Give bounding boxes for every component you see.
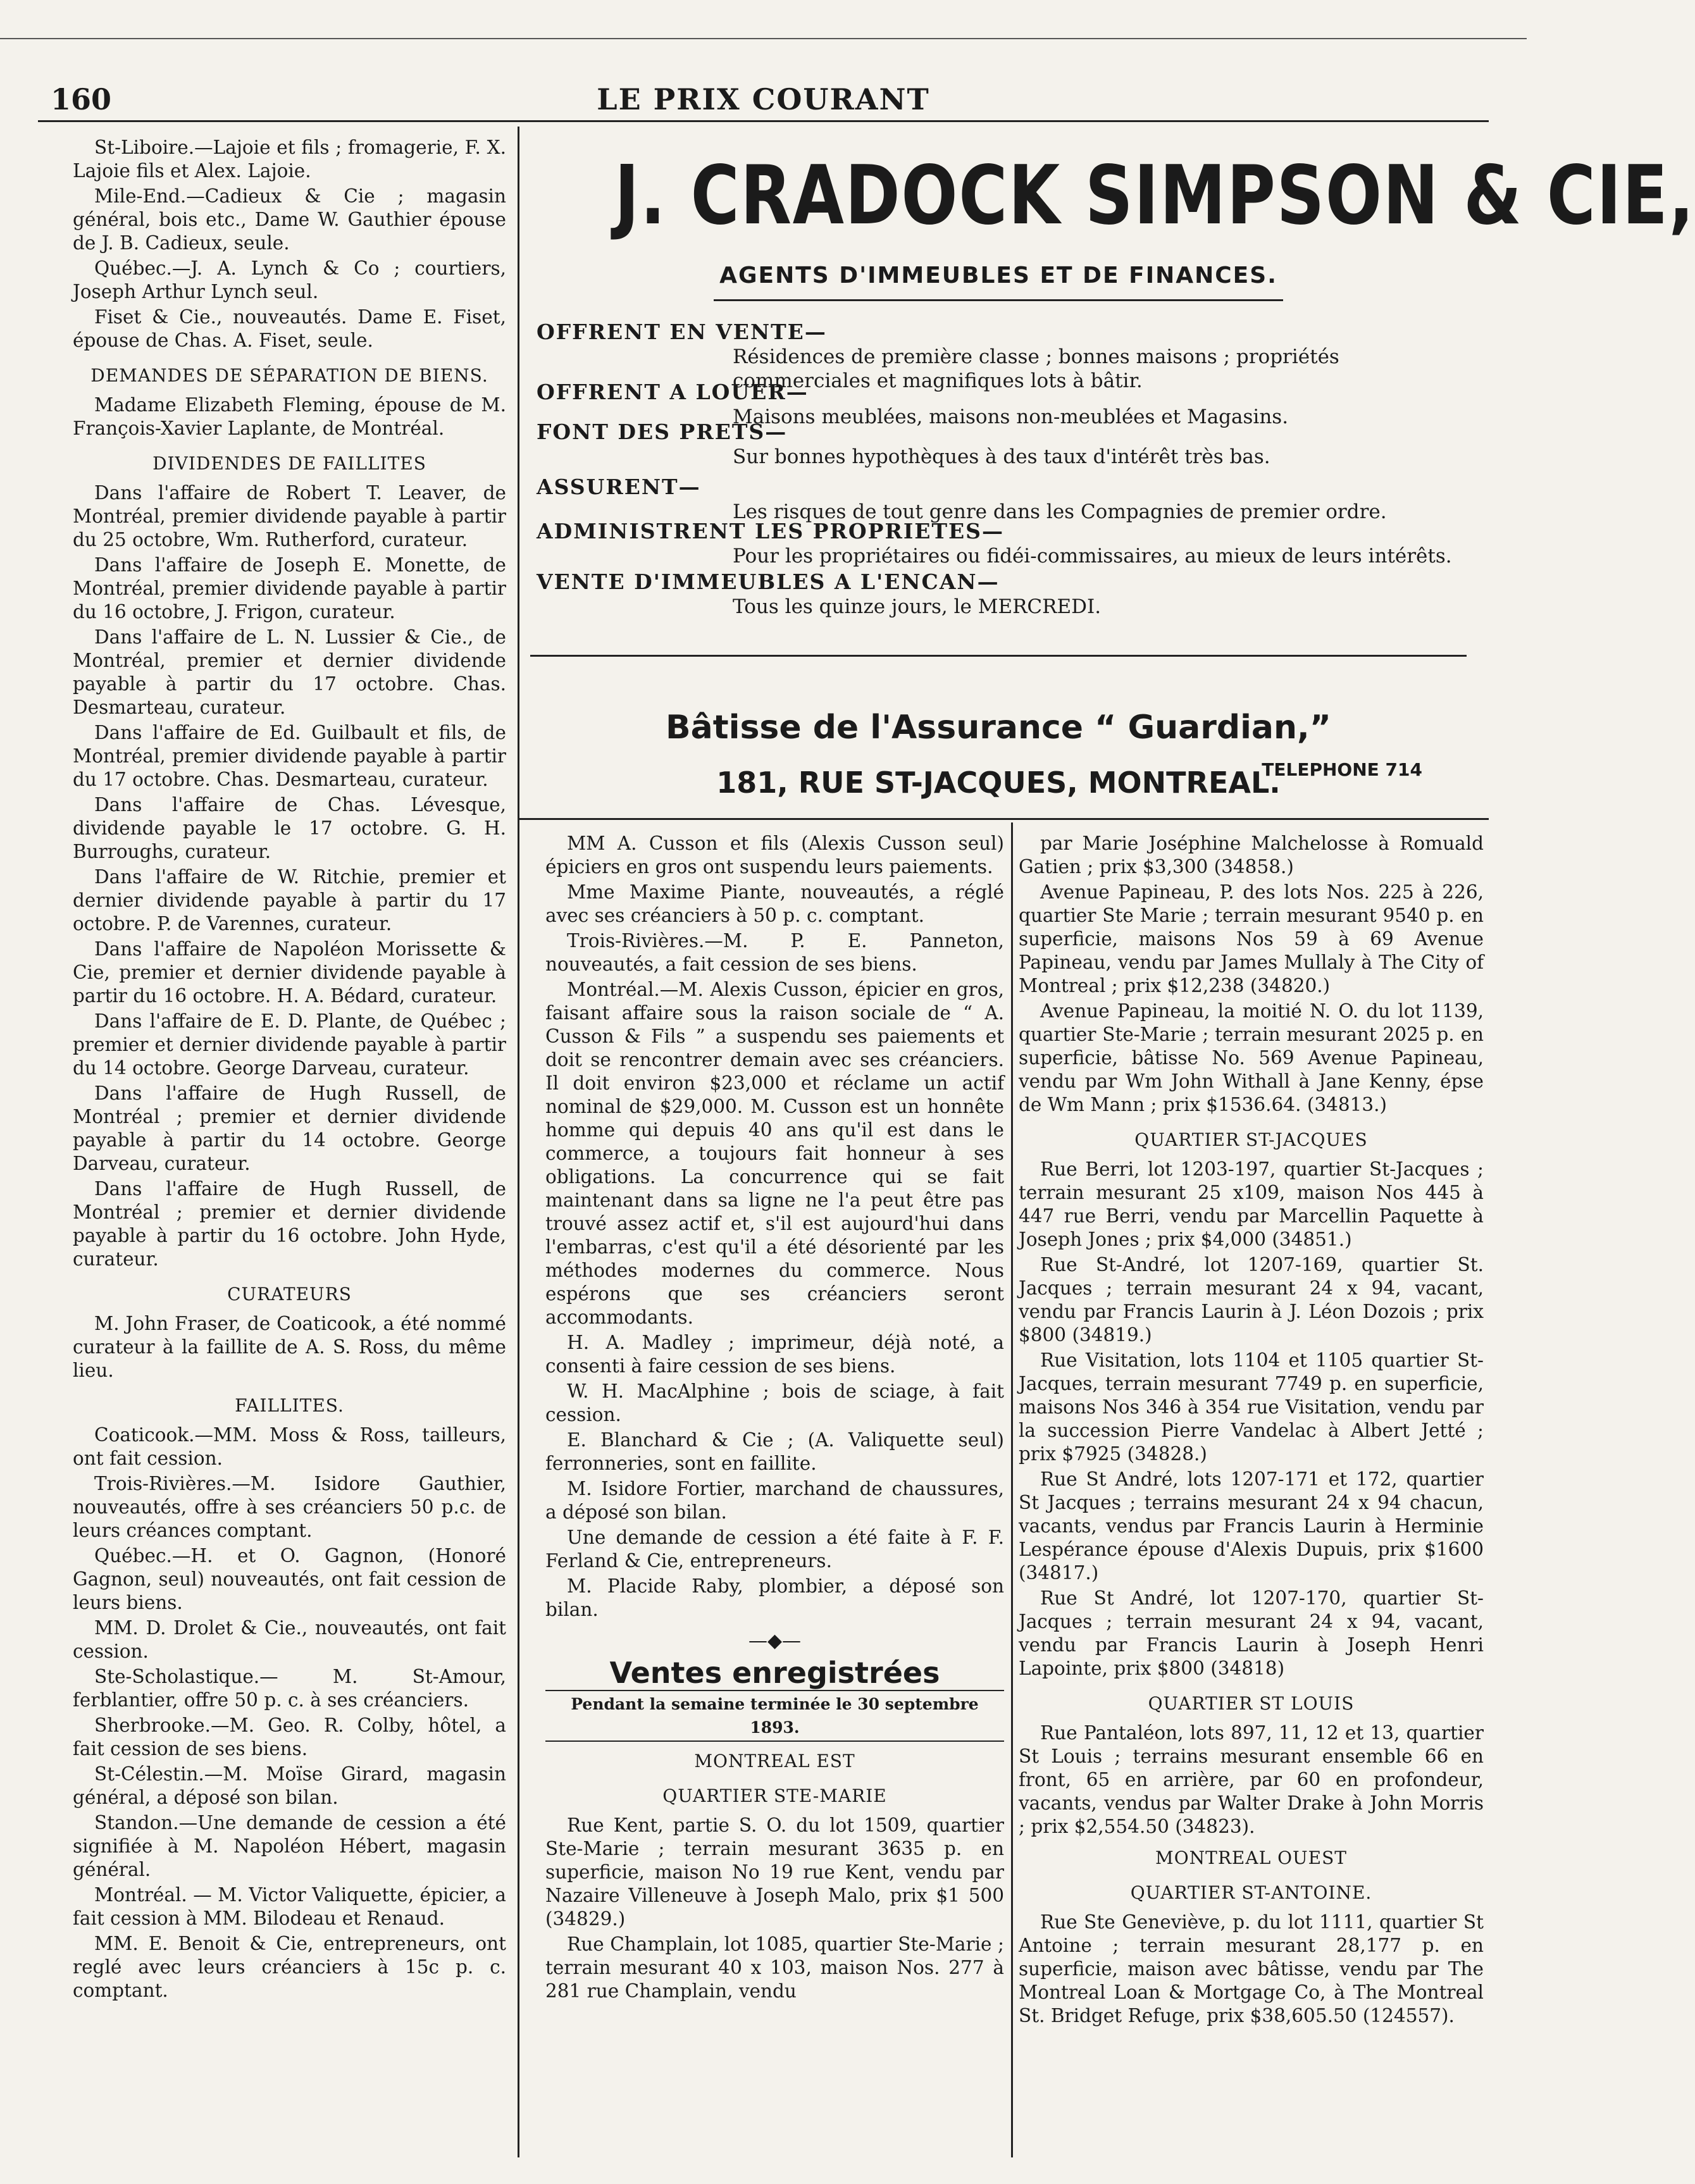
firm-address: 181, RUE ST-JACQUES, MONTREAL.	[716, 766, 1281, 800]
paragraph: Dans l'affaire de Ed. Guilbault et fils, de Montréal, premier dividende payable à partir du 17 octobre. Chas. Desmarteau, curateur.	[73, 722, 506, 790]
paragraph: Dans l'affaire de Robert T. Leaver, de Montréal, premier dividende payable à partir du 25 octobre, Wm. Rutherford, curateur.	[73, 482, 506, 550]
paragraph: Dans l'affaire de Hugh Russell, de Montréal ; premier et dernier dividende payable à partir du 16 octobre. John Hyde, curateur.	[73, 1178, 506, 1270]
paragraph: Mile-End.—Cadieux & Cie ; magasin général, bois etc., Dame W. Gauthier épouse de J. B. Cadieux, seule.	[73, 185, 506, 254]
paragraph: M. Isidore Fortier, marchand de chaussures, a déposé son bilan.	[545, 1478, 1004, 1523]
section-heading: FAILLITES.	[235, 1395, 344, 1416]
ad-service-line	[530, 519, 1467, 568]
ad-service-label: VENTE D'IMMEUBLES A L'ENCAN—	[537, 569, 1000, 594]
ad-service-description: Résidences de première classe ; bonnes maisons ; propriétés commerciales et magnifiques lots à bâtir.	[733, 345, 1339, 392]
paragraph: M. John Fraser, de Coaticook, a été nommé curateur à la faillite de A. S. Ross, du même lieu.	[73, 1313, 506, 1381]
paragraph: Rue Pantaléon, lots 897, 11, 12 et 13, quartier St Louis ; terrains mesurant ensemble 66 en front, 65 en arrière, par 60 en profondeur, vacants, vendus par Walter Drake à John Morris ; prix $2,554.50 (34823).	[1019, 1722, 1484, 1837]
section-heading: QUARTIER ST-JACQUES	[1134, 1129, 1368, 1150]
ad-service-line	[530, 475, 1467, 523]
paragraph: Mme Maxime Piante, nouveautés, a réglé avec ses créanciers à 50 p. c. comptant.	[545, 881, 1004, 926]
paragraph: Dans l'affaire de Napoléon Morissette & Cie, premier et dernier dividende payable à partir du 16 octobre. H. A. Bédard, curateur.	[73, 938, 506, 1007]
ad-subtitle-rule	[714, 299, 1283, 301]
ad-service-label: OFFRENT EN VENTE—	[537, 320, 827, 344]
paragraph: MM. E. Benoit & Cie, entrepreneurs, ont reglé avec leurs créanciers à 15c p. c. comptant.	[73, 1933, 506, 2001]
paragraph: Sherbrooke.—M. Geo. R. Colby, hôtel, a fait cession de ses biens.	[73, 1715, 506, 1759]
paragraph: Dans l'affaire de Hugh Russell, de Montréal ; premier et dernier dividende payable à partir du 14 octobre. George Darveau, curateur.	[73, 1083, 506, 1174]
paragraph: W. H. MacAlphine ; bois de sciage, à fait cession.	[545, 1381, 1004, 1425]
paragraph: M. Placide Raby, plombier, a déposé son bilan.	[545, 1575, 1004, 1620]
paragraph: St-Liboire.—Lajoie et fils ; fromagerie, F. X. Lajoie fils et Alex. Lajoie.	[73, 137, 506, 182]
paragraph: Fiset & Cie., nouveautés. Dame E. Fiset, épouse de Chas. A. Fiset, seule.	[73, 306, 506, 351]
paragraph: Québec.—H. et O. Gagnon, (Honoré Gagnon, seul) nouveautés, ont fait cession de leurs biens.	[73, 1545, 506, 1613]
ad-bottom-rule	[519, 818, 1489, 820]
paragraph: Dans l'affaire de E. D. Plante, de Québec ; premier et dernier dividende payable à partir du 14 octobre. George Darveau, curateur.	[73, 1010, 506, 1079]
header-rule	[38, 120, 1489, 122]
advertisement-cradock-simpson	[530, 130, 1695, 816]
paragraph: Ste-Scholastique.— M. St-Amour, ferblantier, offre 50 p. c. à ses créanciers.	[73, 1666, 506, 1711]
paragraph: Montréal. — M. Victor Valiquette, épicier, a fait cession à MM. Bilodeau et Renaud.	[73, 1884, 506, 1929]
paragraph: E. Blanchard & Cie ; (A. Valiquette seul) ferronneries, sont en faillite.	[545, 1429, 1004, 1474]
middle-column	[545, 832, 1004, 2005]
publication-title: LE PRIX COURANT	[597, 82, 930, 116]
paragraph: H. A. Madley ; imprimeur, déjà noté, a consenti à faire cession de ses biens.	[545, 1332, 1004, 1377]
section-heading: QUARTIER ST LOUIS	[1148, 1693, 1355, 1714]
region-heading: MONTREAL OUEST	[1155, 1847, 1347, 1868]
running-header	[44, 76, 1482, 120]
ad-service-line	[530, 419, 1467, 468]
paragraph: Dans l'affaire de W. Ritchie, premier et dernier dividende payable à partir du 17 octobre. P. de Varennes, curateur.	[73, 866, 506, 934]
building-name: Bâtisse de l'Assurance “ Guardian,”	[666, 709, 1331, 747]
paragraph: Standon.—Une demande de cession a été signifiée à M. Napoléon Hébert, magasin général.	[73, 1812, 506, 1880]
section-heading: QUARTIER ST-ANTOINE.	[1130, 1882, 1372, 1903]
ad-service-line	[530, 380, 1467, 428]
paragraph: Rue St-André, lot 1207-169, quartier St. Jacques ; terrain mesurant 24 x 94, vacant, vendu par Francis Laurin à J. Léon Dozois ; prix $800 (34819.)	[1019, 1254, 1484, 1346]
paragraph: Montréal.—M. Alexis Cusson, épicier en gros, faisant affaire sous la raison sociale de “ A. Cusson & Fils ” a suspendu ses paiements et doit se rencontrer demain avec ses créanciers. Il doit environ $23,000 et réclame un actif nominal de $29,000. M. Cusson est un honnête homme qui depuis 40 ans qu'il est dans le commerce, a toujours fait honneur à ses obligations. La concurrence qui se fait maintenant dans sa ligne ne l'a peut être pas trouvé assez actif et, s'il est aujourd'hui dans l'embarras, c'est qu'il a été désorienté par les méthodes modernes du commerce. Nous espérons que ses créanciers seront accommodants.	[545, 979, 1004, 1328]
period-banner: Pendant la semaine terminée le 30 septembre 1893.	[545, 1690, 1004, 1742]
paragraph: Rue Champlain, lot 1085, quartier Ste-Marie ; terrain mesurant 40 x 103, maison Nos. 277 à 281 rue Champlain, vendu	[545, 1933, 1004, 2002]
ventes-heading: Ventes enregistrées	[609, 1656, 940, 1690]
paragraph: Dans l'affaire de Chas. Lévesque, dividende payable le 17 octobre. G. H. Burroughs, curateur.	[73, 794, 506, 862]
section-heading: DIVIDENDES DE FAILLITES	[152, 453, 426, 474]
firm-name: J. CRADOCK SIMPSON & CIE,	[614, 149, 1695, 243]
paragraph: Coaticook.—MM. Moss & Ross, tailleurs, ont fait cession.	[73, 1424, 506, 1469]
top-border-rule	[0, 38, 1527, 39]
paragraph: Avenue Papineau, P. des lots Nos. 225 à 226, quartier Ste Marie ; terrain mesurant 9540 p. en superficie, maisons Nos 59 à 69 Avenue Papineau, vendu par James Mullaly à The City of Montreal ; prix $12,238 (34820.)	[1019, 881, 1484, 996]
section-heading: QUARTIER STE-MARIE	[662, 1785, 887, 1806]
ornament-divider: —◆—	[748, 1630, 802, 1652]
paragraph: Rue Berri, lot 1203-197, quartier St-Jacques ; terrain mesurant 25 x109, maison Nos 445 à 447 rue Berri, vendu par Marcellin Paquette à Joseph Jones ; prix $4,000 (34851.)	[1019, 1158, 1484, 1250]
ad-service-description: Maisons meublées, maisons non-meublées et Magasins.	[733, 406, 1289, 428]
paragraph: MM A. Cusson et fils (Alexis Cusson seul) épiciers en gros ont suspendu leurs paiements.	[545, 833, 1004, 878]
ad-service-label: OFFRENT A LOUER—	[537, 380, 809, 404]
region-heading: MONTREAL EST	[694, 1751, 855, 1771]
section-heading: CURATEURS	[227, 1284, 352, 1305]
ad-service-label: ASSURENT—	[537, 475, 701, 499]
left-column	[73, 136, 506, 2004]
paragraph: Rue Ste Geneviève, p. du lot 1111, quartier St Antoine ; terrain mesurant 28,177 p. en superficie, maison avec bâtisse, vendu par The Montreal Loan & Mortgage Co, à The Montreal St. Bridget Refuge, prix $38,605.50 (124557).	[1019, 1911, 1484, 2026]
paragraph: Une demande de cession a été faite à F. F. Ferland & Cie, entrepreneurs.	[545, 1527, 1004, 1572]
left-column-rule	[518, 127, 519, 2157]
ad-service-label: FONT DES PRETS—	[537, 419, 788, 444]
ad-service-label: ADMINISTRENT LES PROPRIETES—	[537, 519, 1004, 543]
telephone-number: TELEPHONE 714	[1262, 759, 1422, 780]
ad-services-rule	[530, 655, 1467, 657]
paragraph: Dans l'affaire de L. N. Lussier & Cie., de Montréal, premier et dernier dividende payable à partir du 17 octobre. Chas. Desmarteau, curateur.	[73, 626, 506, 718]
section-heading: DEMANDES DE SÉPARATION DE BIENS.	[90, 365, 488, 386]
paragraph: par Marie Joséphine Malchelosse à Romuald Gatien ; prix $3,300 (34858.)	[1019, 833, 1484, 878]
ad-service-description: Tous les quinze jours, le MERCREDI.	[733, 595, 1102, 618]
paragraph: Rue Visitation, lots 1104 et 1105 quartier St-Jacques, terrain mesurant 7749 p. en superficie, maisons Nos 346 à 354 rue Visitation, vendu par la succession Pierre Vandelac à Albert Jetté ; prix $7925 (34828.)	[1019, 1349, 1484, 1465]
paragraph: Dans l'affaire de Joseph E. Monette, de Montréal, premier dividende payable à partir du 16 octobre, J. Frigon, curateur.	[73, 554, 506, 623]
paragraph: Rue Kent, partie S. O. du lot 1509, quartier Ste-Marie ; terrain mesurant 3635 p. en superficie, maison No 19 rue Kent, vendu par Nazaire Villeneuve à Joseph Malo, prix $1 500 (34829.)	[545, 1815, 1004, 1930]
page-number: 160	[51, 82, 112, 116]
paragraph: Trois-Rivières.—M. Isidore Gauthier, nouveautés, offre à ses créanciers 50 p.c. de leurs créances comptant.	[73, 1473, 506, 1541]
ad-service-line	[530, 569, 1467, 618]
ad-service-description: Les risques de tout genre dans les Compagnies de premier ordre.	[733, 500, 1387, 523]
paragraph: Madame Elizabeth Fleming, épouse de M. François-Xavier Laplante, de Montréal.	[73, 394, 506, 439]
paragraph: St-Célestin.—M. Moïse Girard, magasin général, a déposé son bilan.	[73, 1763, 506, 1808]
paragraph: MM. D. Drolet & Cie., nouveautés, ont fait cession.	[73, 1617, 506, 1662]
paragraph: Rue St André, lots 1207-171 et 172, quartier St Jacques ; terrains mesurant 24 x 94 chacun, vacants, vendus par Francis Laurin à Herminie Lespérance épouse d'Alexis Dupuis, prix $1600 (34817.)	[1019, 1468, 1484, 1584]
paragraph: Avenue Papineau, la moitié N. O. du lot 1139, quartier Ste-Marie ; terrain mesurant 2025 p. en superficie, bâtisse No. 569 Avenue Papineau, vendu par Wm John Withall à Jane Kenny, épse de Wm Mann ; prix $1536.64. (34813.)	[1019, 1000, 1484, 1115]
ad-service-description: Pour les propriétaires ou fidéi-commissaires, au mieux de leurs intérêts.	[733, 545, 1452, 568]
paragraph: Québec.—J. A. Lynch & Co ; courtiers, Joseph Arthur Lynch seul.	[73, 257, 506, 302]
ad-service-description: Sur bonnes hypothèques à des taux d'intérêt très bas.	[733, 445, 1270, 468]
right-column-rule	[1011, 822, 1013, 2157]
paragraph: Rue St André, lot 1207-170, quartier St-Jacques ; terrain mesurant 24 x 94, vacant, vendu par Francis Laurin à Joseph Henri Lapointe, prix $800 (34818)	[1019, 1587, 1484, 1679]
firm-subtitle: AGENTS D'IMMEUBLES ET DE FINANCES.	[719, 263, 1277, 289]
paragraph: Trois-Rivières.—M. P. E. Panneton, nouveautés, a fait cession de ses biens.	[545, 930, 1004, 975]
right-column	[1019, 832, 1484, 2030]
